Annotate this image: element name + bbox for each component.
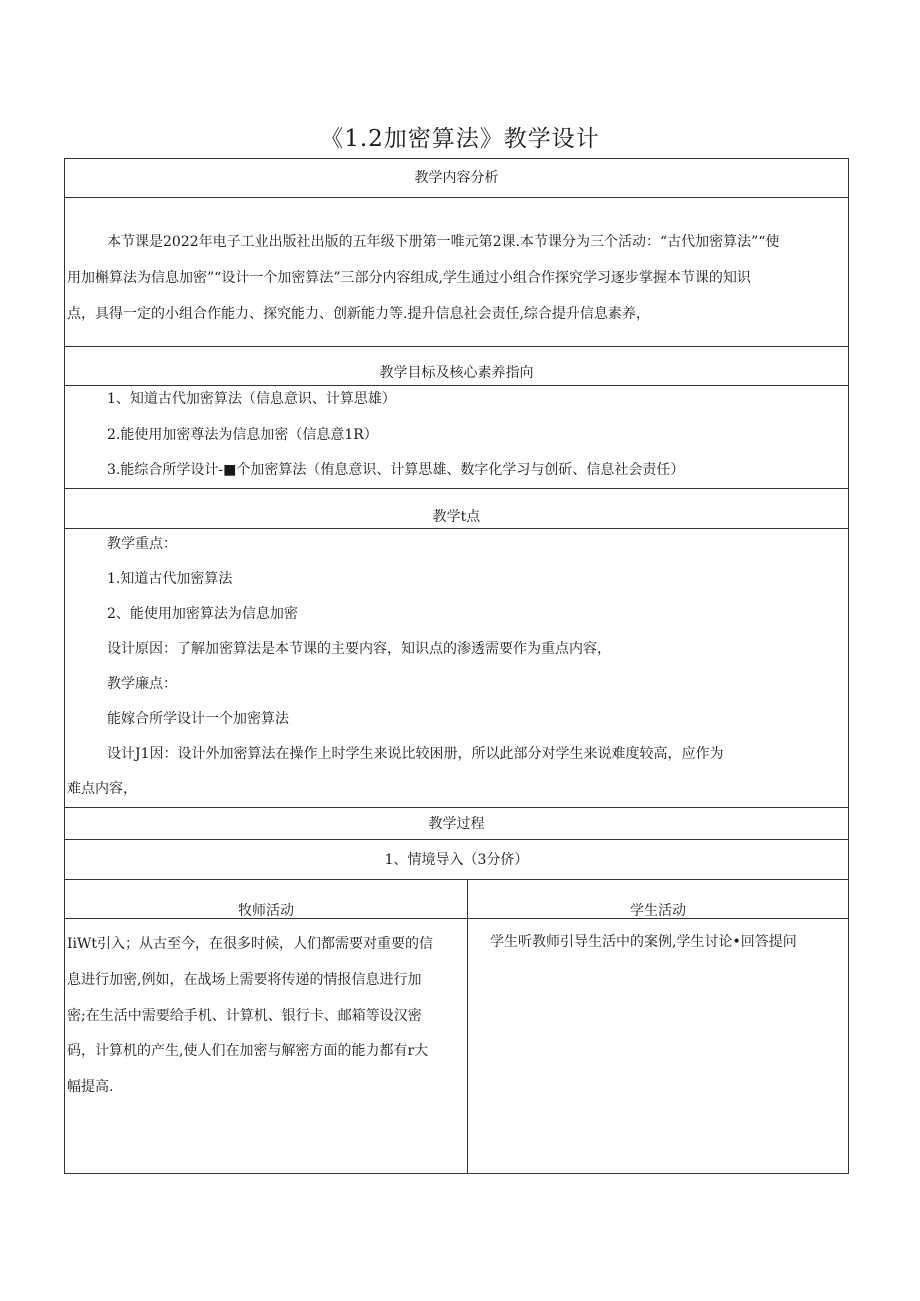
teacher-line-3: 密;在生活中需要给手机、计算机、银行卡、邮箱等设汉密 — [67, 1008, 422, 1024]
student-activity-header: 学生活动 — [630, 903, 686, 919]
student-activity-text: 学生听教师引导生活中的案例,学生讨论•回答提问 — [490, 934, 797, 950]
key-line-3: 2、能使用加密算法为信息加密 — [107, 606, 298, 622]
content-line-3: 点，具得一定的小组合作能力、探究能力、创新能力等.提升信息社会责任,综合提升信息素养， — [67, 306, 650, 322]
content-line-1: 本节课是2022年电子工业出版社出版的五年级下册第一唯元第2课.本节课分为三个活动：“古代加密算法”“使 — [107, 234, 780, 250]
key-line-2: 1.知道古代加密算法 — [107, 571, 233, 587]
key-line-4: 设计原因：了解加密算法是本节课的主要内容，知识点的渗透需要作为重点内容， — [107, 641, 611, 657]
content-line-2: 用加槲算法为信息加密”“设计一个加密算法”三部分内容组成,学生通过小组合作探究学习逐步掌握本节课的知识 — [67, 270, 751, 286]
key-line-8: 难点内容， — [67, 781, 137, 797]
key-line-1: 教学重点： — [107, 536, 177, 552]
teacher-line-1: IiWt引入；从古至今，在很多时候，人们都需要对重要的信 — [67, 936, 434, 952]
key-line-7: 设计J1因：设计外加密算法在操作上时学生来说比较困册，所以此部分对学生来说难度较高，应作为 — [107, 746, 724, 762]
key-points-header: 教学t点 — [65, 489, 848, 529]
content-analysis-header: 教学内容分析 — [65, 159, 848, 198]
document-title: 《1.2加密算法》教学设计 — [320, 126, 600, 152]
process-header: 教学过程 — [65, 808, 848, 840]
teacher-activity-header: 牧师活动 — [238, 903, 294, 919]
key-line-6: 能嫁合所学设计一个加密算法 — [107, 711, 289, 727]
objective-item-2: 2.能使用加密尊法为信息加密（信息意1R） — [107, 427, 378, 443]
lesson-plan-table — [64, 158, 849, 1174]
activity-content — [65, 919, 848, 1173]
objectives-body — [65, 386, 848, 489]
objective-item-3: 3.能综合所学设计-■个加密算法（侑息意识、计算思雄、数字化学习与创斫、信息社会责任） — [107, 462, 685, 478]
step-header: 1、情境导入（3分侪） — [65, 840, 848, 880]
column-divider — [467, 880, 468, 1173]
key-line-5: 教学廉点： — [107, 676, 177, 692]
objective-item-1: 1、知道古代加密算法（信息意识、计算思雄） — [107, 391, 396, 407]
key-points-body — [65, 529, 848, 808]
teacher-line-4: 码，计算机的产生,使人们在加密与解密方面的能力都有r大 — [67, 1043, 429, 1059]
objectives-header: 教学目标及核心素养指向 — [65, 347, 848, 386]
teacher-line-5: 幅提高. — [67, 1079, 114, 1095]
teacher-line-2: 息进行加密,例如，在战场上需要将传递的情报信息进行加 — [67, 972, 422, 988]
content-analysis-body — [65, 198, 848, 347]
activity-headers — [65, 880, 848, 919]
